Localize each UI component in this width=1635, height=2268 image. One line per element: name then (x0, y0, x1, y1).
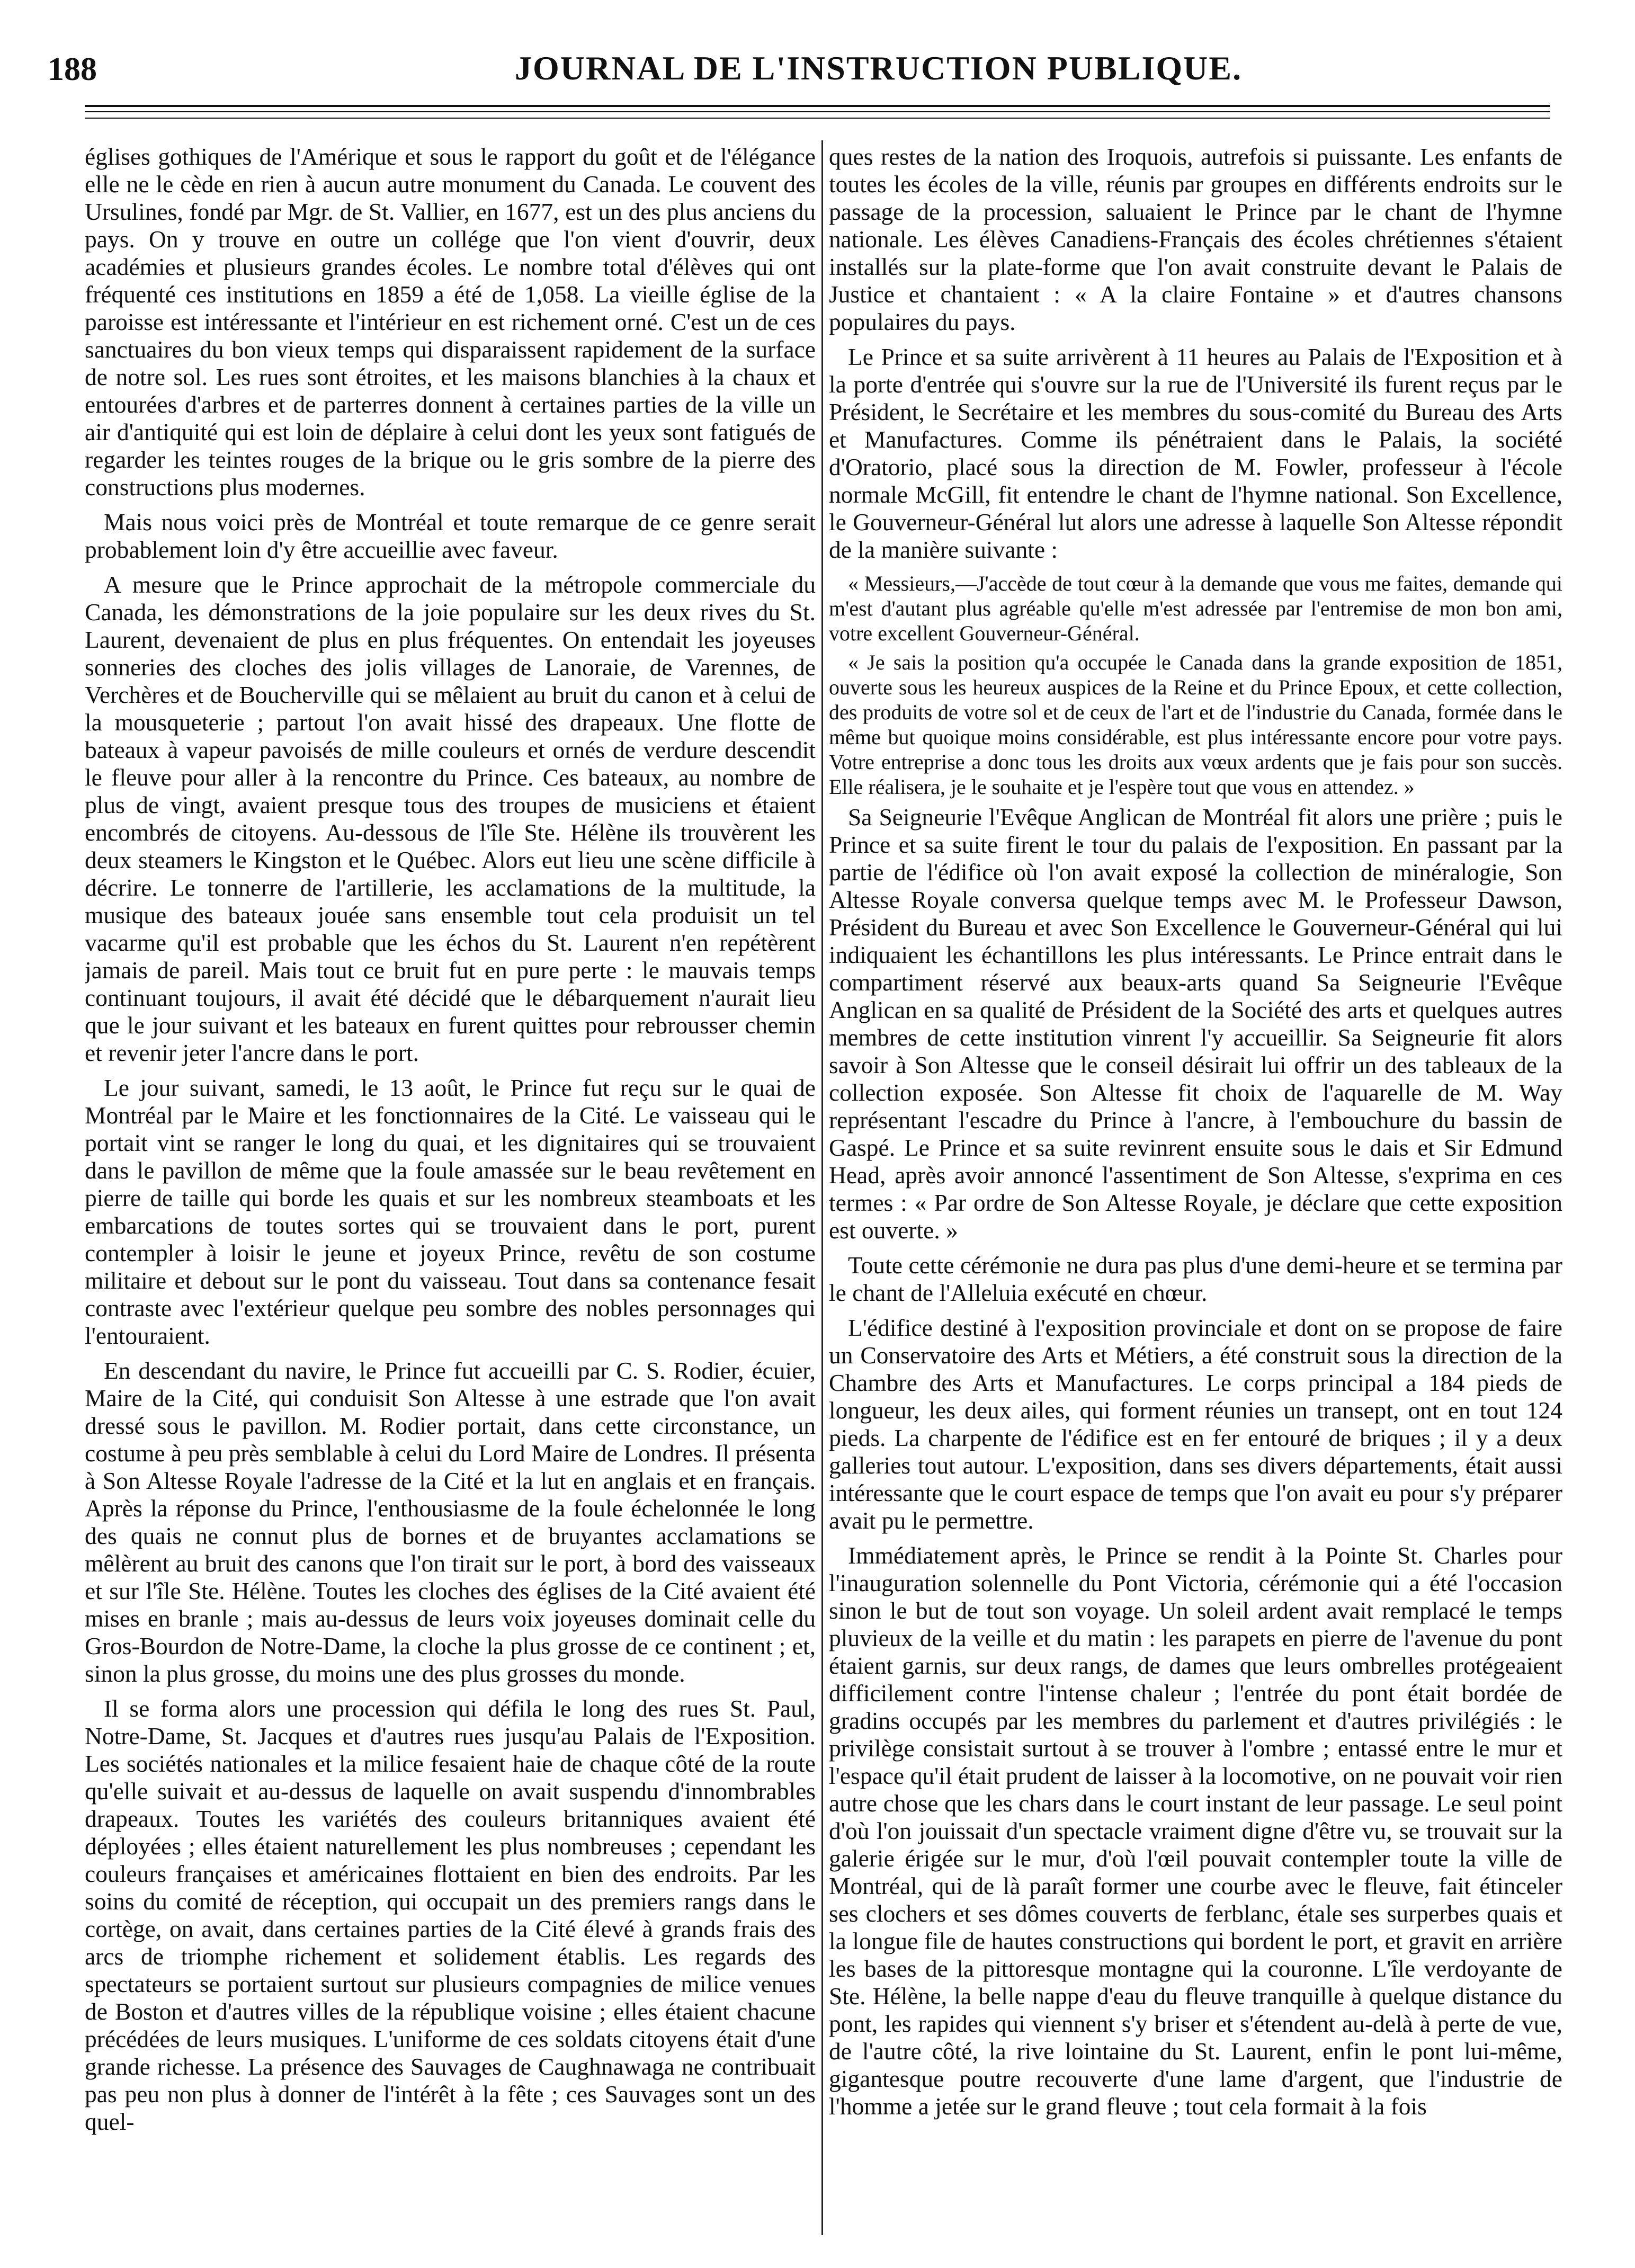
left-column (85, 143, 816, 2235)
paragraph: Le jour suivant, samedi, le 13 août, le Prince fut reçu sur le quai de Montréal par le Maire et les fonctionnaires de la Cité. Le vaisseau qui le portait vint se ranger le long du quai, et les dignitaires qui se trouvaient dans le pavillon de même que la foule amassée sur le beau revêtement en pierre de taille qui borde les quais et sur les nombreux steamboats et les embarcations de toutes sortes qui se trouvaient dans le port, purent contempler à loisir le jeune et joyeux Prince, revêtu de son costume militaire et debout sur le pont du vaisseau. Tout dans sa contenance fesait contraste avec l'extérieur quelque peu sombre des nobles personnages qui l'entouraient. (85, 1074, 816, 1349)
quoted-reply: « Je sais la position qu'a occupée le Canada dans la grande exposition de 1851, ouverte sous les heureux auspices de la Reine et du Prince Epoux, et cette collection, des produits de votre sol et de ceux de l'art et de l'industrie du Canada, formée dans le même but quoique moins considérable, est plus intéressante encore pour votre pays. Votre entreprise a donc tous les droits aux vœux ardents que je fais pour son succès. Elle réalisera, je le souhaite et je l'espère tout que vous en attendez. » (829, 650, 1562, 799)
paragraph: Le Prince et sa suite arrivèrent à 11 heures au Palais de l'Exposition et à la porte d'entrée qui s'ouvre sur la rue de l'Université ils furent reçus par le Président, le Secrétaire et les membres du sous-comité du Bureau des Arts et Manufactures. Comme ils pénétraient dans le Palais, la société d'Oratorio, placé sous la direction de M. Fowler, professeur à l'école normale McGill, fit entendre le chant de l'hymne national. Son Excellence, le Gouverneur-Général lut alors une adresse à laquelle Son Altesse répondit de la manière suivante : (829, 343, 1562, 563)
quoted-reply: « Messieurs,—J'accède de tout cœur à la demande que vous me faites, demande qui m'est d'autant plus agréable qu'elle m'est adressée par l'entremise de mon bon ami, votre excellent Gouverneur-Général. (829, 572, 1562, 645)
paragraph: églises gothiques de l'Amérique et sous le rapport du goût et de l'élégance elle ne le cède en rien à aucun autre monument du Canada. Le couvent des Ursulines, fondé par Mgr. de St. Vallier, en 1677, est un des plus anciens du pays. On y trouve en outre un collége que l'on vient d'ouvrir, deux académies et plusieurs grandes écoles. Le nombre total d'élèves qui ont fréquenté ces institutions en 1859 a été de 1,058. La vieille église de la paroisse est intéressante et l'intérieur en est richement orné. C'est un de ces sanctuaires du bon vieux temps qui disparaissent rapidement de la surface de notre sol. Les rues sont étroites, et les maisons blanchies à la chaux et entourées d'arbres et de parterres donnent à certaines parties de la ville un air d'antiquité qui est loin de déplaire à celui dont les yeux sont fatigués de regarder les teintes rouges de la brique ou le gris sombre de la pierre des constructions plus modernes. (85, 143, 816, 501)
paragraph: Immédiatement après, le Prince se rendit à la Pointe St. Charles pour l'inauguration solennelle du Pont Victoria, cérémonie qui a été l'occasion sinon le but de tout son voyage. Un soleil ardent avait remplacé le temps pluvieux de la veille et du matin : les parapets en pierre de l'avenue du pont étaient garnis, sur deux rangs, de dames que leurs ombrelles protégeaient difficilement contre l'intense chaleur ; l'entrée du pont était bordée de gradins occupés par les membres du parlement et d'autres privilégiés : le privilège consistait surtout à se trouver à l'ombre ; entassé entre le mur et l'espace qu'il était prudent de laisser à la locomotive, on ne pouvait voir rien autre chose que les chars dans le court instant de leur passage. Le seul point d'où l'on jouissait d'un spectacle vraiment digne d'être vu, se trouvait sur la galerie érigée sur le mur, d'où l'œil pouvait contempler toute la ville de Montréal, qui de là paraît former une courbe avec le fleuve, fait étinceler ses clochers et ses dômes couverts de ferblanc, étale ses surperbes quais et la longue file de hautes constructions qui bordent le port, et gravit en arrière les bases de la pittoresque montagne qui la couronne. L'île verdoyante de Ste. Hélène, la belle nappe d'eau du fleuve tranquille à quelque distance du pont, les rapides qui viennent s'y briser et s'étendent au-delà à perte de vue, de l'autre côté, la rive lointaine du St. Laurent, enfin le pont lui-même, gigantesque poutre recouverte d'une lame d'argent, que l'industrie de l'homme a jetée sur le grand fleuve ; tout cela formait à la fois (829, 1542, 1562, 2120)
paragraph: ques restes de la nation des Iroquois, autrefois si puissante. Les enfants de toutes les écoles de la ville, réunis par groupes en différents endroits sur le passage de la procession, saluaient le Prince par le chant de l'hymne nationale. Les élèves Canadiens-Français des écoles chrétiennes s'étaient installés sur la plate-forme que l'on avait construite devant le Palais de Justice et chantaient : « A la claire Fontaine » et d'autres chansons populaires du pays. (829, 143, 1562, 335)
paragraph: Il se forma alors une procession qui défila le long des rues St. Paul, Notre-Dame, St. Jacques et d'autres rues jusqu'au Palais de l'Exposition. Les sociétés nationales et la milice fesaient haie de chaque côté de la route qu'elle suivait et au-dessus de laquelle on avait suspendu d'innombrables drapeaux. Toutes les variétés des couleurs britanniques avaient été déployées ; elles étaient naturellement les plus nombreuses ; cependant les couleurs françaises et américaines flottaient en bien des endroits. Par les soins du comité de réception, qui occupait un des premiers rangs dans le cortège, on avait, dans certaines parties de la Cité élevé à grands frais des arcs de triomphe richement et solidement établis. Les regards des spectateurs se portaient surtout sur plusieurs compagnies de milice venues de Boston et d'autres villes de la république voisine ; elles étaient chacune précédées de leurs musiques. L'uniforme de ces soldats citoyens était d'une grande richesse. La présence des Sauvages de Caughnawaga ne contribuait pas peu non plus à donner de l'intérêt à la fête ; ces Sauvages sont un des quel- (85, 1695, 816, 2135)
journal-title: JOURNAL DE L'INSTRUCTION PUBLIQUE. (514, 49, 1243, 87)
paragraph: A mesure que le Prince approchait de la métropole commerciale du Canada, les démonstrations de la joie populaire sur les deux rives du St. Laurent, devenaient de plus en plus fréquentes. On entendait les joyeuses sonneries des cloches des jolis villages de Lanoraie, de Varennes, de Verchères et de Boucherville qui se mêlaient au bruit du canon et à celui de la mousqueterie ; partout l'on avait hissé des drapeaux. Une flotte de bateaux à vapeur pavoisés de mille couleurs et ornés de verdure descendit le fleuve pour aller à la rencontre du Prince. Ces bateaux, au nombre de plus de vingt, avaient presque tous des troupes de musiciens et étaient encombrés de citoyens. Au-dessous de l'île Ste. Hélène ils trouvèrent les deux steamers le Kingston et le Québec. Alors eut lieu une scène difficile à décrire. Le tonnerre de l'artillerie, les acclamations de la multitude, la musique des bateaux jouée sans ensemble tout cela produisit un tel vacarme qu'il est probable que les échos du St. Laurent n'en repétèrent jamais de pareil. Mais tout ce bruit fut en pure perte : le mauvais temps continuant toujours, il avait été décidé que le débarquement n'aurait lieu que le jour suivant et les bateaux en furent quittes pour rebrousser chemin et revenir jeter l'ancre dans le port. (85, 571, 816, 1066)
paragraph: En descendant du navire, le Prince fut accueilli par C. S. Rodier, écuier, Maire de la Cité, qui conduisit Son Altesse à une estrade que l'on avait dressé sous le pavillon. M. Rodier portait, dans cette circonstance, un costume à peu près semblable à celui du Lord Maire de Londres. Il présenta à Son Altesse Royale l'adresse de la Cité et la lut en anglais et en français. Après la réponse du Prince, l'enthousiasme de la foule échelonnée le long des quais ne connut plus de bornes et de bruyantes acclamations se mêlèrent au bruit des canons que l'on tirait sur le port, à bord des vaisseaux et sur l'île Ste. Hélène. Toutes les cloches des églises de la Cité avaient été mises en branle ; mais au-dessus de leurs voix joyeuses dominait celle du Gros-Bourdon de Notre-Dame, la cloche la plus grosse de ce continent ; et, sinon la plus grosse, du moins une des plus grosses du monde. (85, 1357, 816, 1687)
paragraph: L'édifice destiné à l'exposition provinciale et dont on se propose de faire un Conservatoire des Arts et Métiers, a été construit sous la direction de la Chambre des Arts et Manufactures. Le corps principal a 184 pieds de longueur, les deux ailes, qui forment réunies un transept, ont en tout 124 pieds. La charpente de l'édifice est en fer entouré de briques ; il y a deux galleries tout autour. L'exposition, dans ses divers départements, était aussi intéressante que le court espace de temps que l'on avait eu pour s'y préparer avait pu le permettre. (829, 1314, 1562, 1534)
paragraph: Sa Seigneurie l'Evêque Anglican de Montréal fit alors une prière ; puis le Prince et sa suite firent le tour du palais de l'exposition. En passant par la partie de l'édifice où l'on avait exposé la collection de minéralogie, Son Altesse Royale conversa quelque temps avec M. le Professeur Dawson, Président du Bureau et avec Son Excellence le Gouverneur-Général qui lui indiquaient les échantillons les plus intéressants. Le Prince entrait dans le compartiment réservé aux beaux-arts quand Sa Seigneurie l'Evêque Anglican en sa qualité de Président de la Société des arts et quelques autres membres de cette institution vinrent l'y accueillir. Sa Seigneurie fit alors savoir à Son Altesse que le conseil désirait lui offrir un des tableaux de la collection exposée. Son Altesse fit choix de l'aquarelle de M. Way représentant l'escadre du Prince à l'ancre, à l'embouchure du bassin de Gaspé. Le Prince et sa suite revinrent ensuite sous le dais et Sir Edmund Head, après avoir annoncé l'assentiment de Son Altesse, s'exprima en ces termes : « Par ordre de Son Altesse Royale, je déclare que cette exposition est ouverte. » (829, 803, 1562, 1244)
header-rule-thin-2 (85, 118, 1550, 119)
header-rule (85, 105, 1550, 107)
paragraph: Mais nous voici près de Montréal et toute remarque de ce genre serait probablement loin d'y être accueillie avec faveur. (85, 508, 816, 563)
page-number: 188 (48, 51, 97, 87)
paragraph: Toute cette cérémonie ne dura pas plus d'une demi-heure et se termina par le chant de l'Alleluia exécuté en chœur. (829, 1252, 1562, 1306)
header-rule-thin (85, 111, 1550, 112)
page-header (48, 47, 1587, 94)
right-column (829, 143, 1562, 2235)
column-divider (821, 140, 823, 2235)
